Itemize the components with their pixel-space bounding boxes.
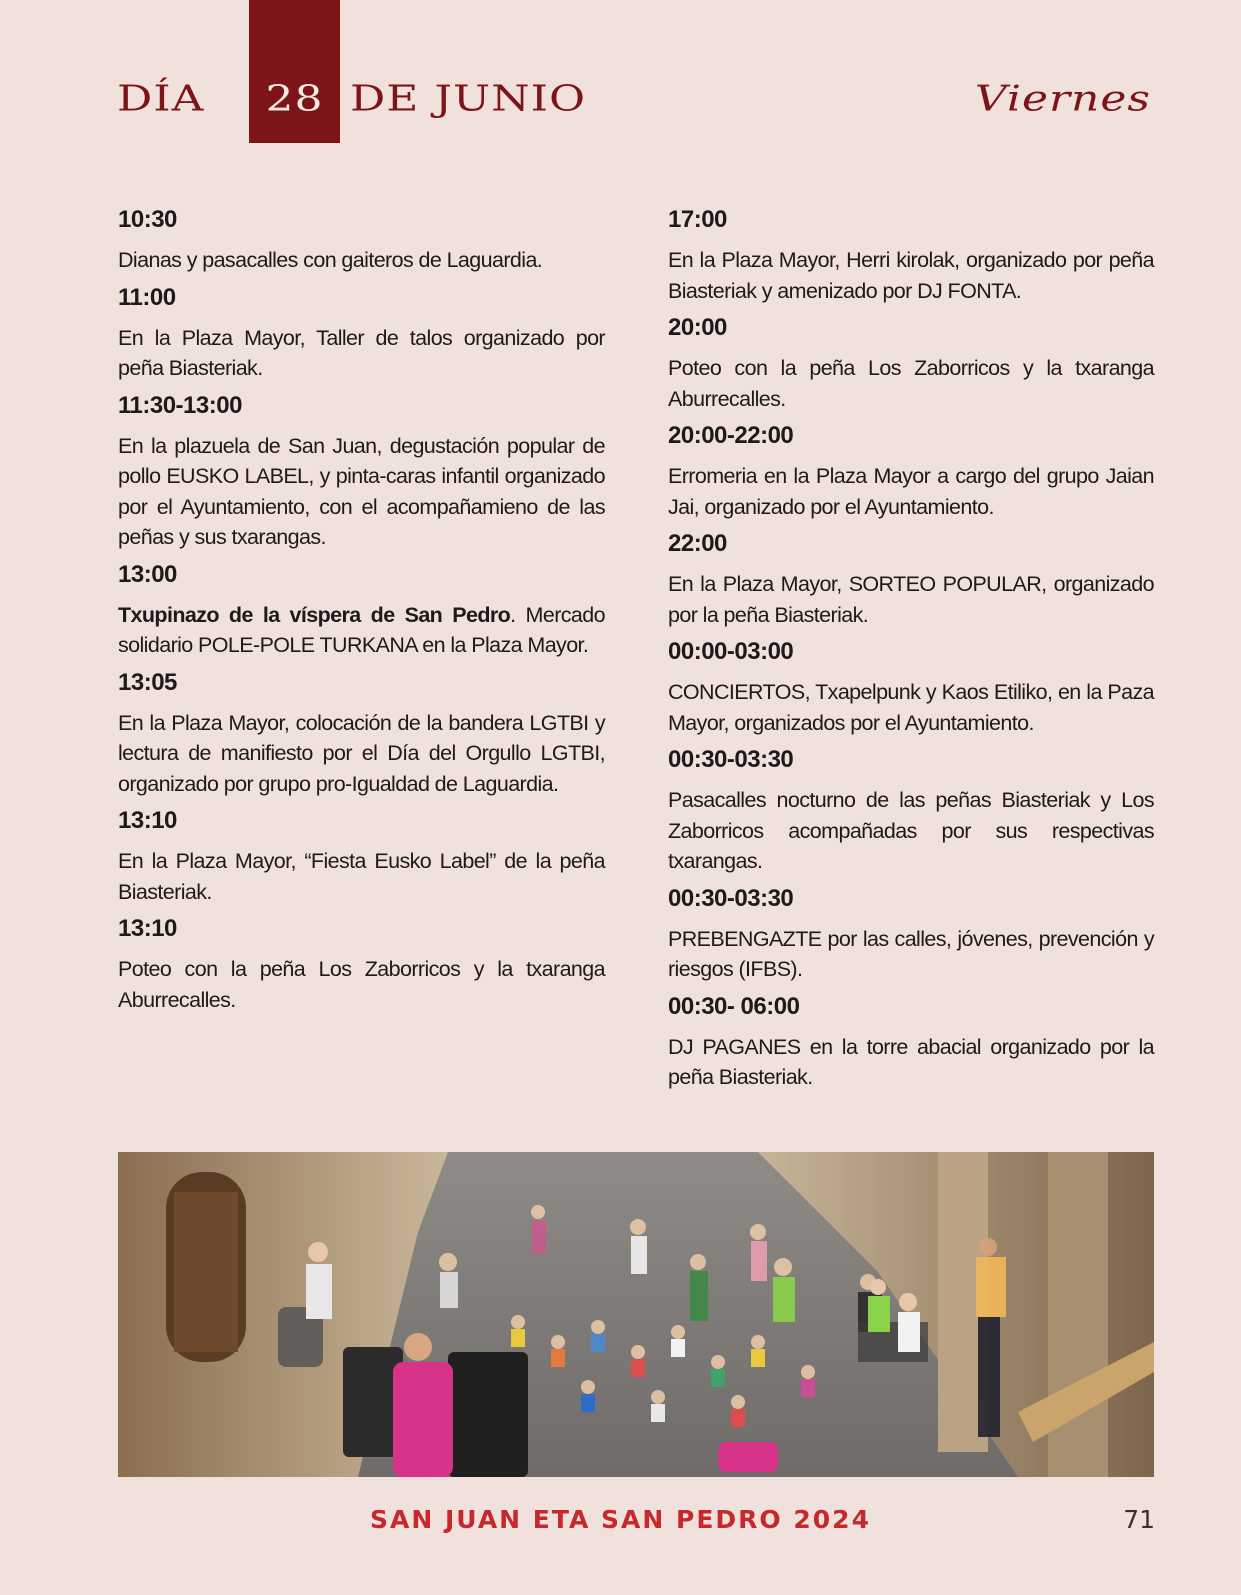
schedule-item bbox=[668, 637, 1154, 738]
header-weekday: Viernes bbox=[974, 78, 1151, 120]
schedule-item bbox=[668, 992, 1154, 1093]
event-description: DJ PAGANES en la torre abacial organizado por la peña Biasteriak. bbox=[668, 1034, 1154, 1089]
schedule-right-column bbox=[668, 205, 1154, 1100]
event-time: 20:00 bbox=[668, 314, 727, 341]
photo-illustration bbox=[118, 1152, 1154, 1477]
event-time: 17:00 bbox=[668, 206, 727, 233]
event-time: 00:30-03:30 bbox=[668, 746, 794, 773]
schedule-item bbox=[668, 313, 1154, 414]
schedule-item bbox=[668, 421, 1154, 522]
event-description: PREBENGAZTE por las calles, jóvenes, prevención y riesgos (IFBS). bbox=[668, 926, 1154, 981]
event-time: 13:05 bbox=[118, 668, 177, 696]
event-description: En la Plaza Mayor, “Fiesta Eusko Label” de la peña Biasteriak. bbox=[118, 849, 605, 904]
event-description: CONCIERTOS, Txapelpunk y Kaos Etiliko, en la Paza Mayor, organizados por el Ayuntamiento. bbox=[668, 680, 1154, 735]
event-time: 00:30- 06:00 bbox=[668, 992, 800, 1020]
event-description: Erromeria en la Plaza Mayor a cargo del grupo Jaian Jai, organizado por el Ayuntamiento. bbox=[668, 464, 1154, 519]
schedule-item bbox=[668, 529, 1154, 630]
schedule-item bbox=[668, 205, 1154, 306]
schedule-item bbox=[118, 391, 605, 553]
event-description bbox=[118, 600, 605, 661]
schedule-item bbox=[668, 745, 1154, 877]
header-day-number: 28 bbox=[265, 78, 324, 120]
schedule-item bbox=[118, 806, 605, 907]
schedule-item bbox=[118, 914, 605, 1015]
page-number: 71 bbox=[1123, 1505, 1155, 1534]
event-time: 13:10 bbox=[118, 807, 177, 834]
event-time: 00:30-03:30 bbox=[668, 884, 794, 912]
schedule-left-column bbox=[118, 205, 605, 1022]
schedule-item bbox=[118, 668, 605, 800]
event-time: 11:00 bbox=[118, 283, 176, 311]
schedule-item bbox=[668, 884, 1154, 985]
schedule-item bbox=[118, 283, 605, 384]
page-header bbox=[0, 0, 1241, 145]
event-time: 11:30-13:00 bbox=[118, 391, 242, 419]
event-description: En la Plaza Mayor, SORTEO POPULAR, organizado por la peña Biasteriak. bbox=[668, 572, 1154, 627]
event-description: En la Plaza Mayor, colocación de la bandera LGTBI y lectura de manifiesto por el Día del Orgullo LGTBI, organizado por grupo pro-Igualdad de Laguardia. bbox=[118, 710, 605, 796]
event-time: 13:00 bbox=[118, 560, 177, 588]
event-time: 00:00-03:00 bbox=[668, 638, 794, 665]
event-description: Pasacalles nocturno de las peñas Biasteriak y Los Zaborricos acompañadas por sus respectivas txarangas. bbox=[668, 788, 1154, 873]
event-time: 22:00 bbox=[668, 530, 727, 557]
event-highlight: Txupinazo de la víspera de San Pedro bbox=[118, 602, 511, 627]
header-month: DE JUNIO bbox=[350, 78, 587, 120]
event-time: 10:30 bbox=[118, 206, 177, 233]
street-crowd-photo bbox=[118, 1152, 1154, 1477]
event-description-rest: . Mercado solidario POLE-POLE TURKANA en la Plaza Mayor. bbox=[118, 602, 605, 657]
schedule-item bbox=[118, 560, 605, 661]
footer-title: SAN JUAN ETA SAN PEDRO 2024 bbox=[370, 1505, 871, 1534]
event-description: Poteo con la peña Los Zaborricos y la txaranga Aburrecalles. bbox=[118, 957, 605, 1012]
event-time: 13:10 bbox=[118, 915, 177, 942]
header-dia: DÍA bbox=[117, 78, 205, 120]
event-description: En la Plaza Mayor, Taller de talos organizado por peña Biasteriak. bbox=[118, 325, 605, 380]
schedule-item bbox=[118, 205, 605, 276]
event-description: En la plazuela de San Juan, degustación popular de pollo EUSKO LABEL, y pinta-caras infantil organizado por el Ayuntamiento, con el acompañamieno de las peñas y sus txarangas. bbox=[118, 433, 605, 549]
event-description: Poteo con la peña Los Zaborricos y la txaranga Aburrecalles. bbox=[668, 356, 1154, 411]
event-description: Dianas y pasacalles con gaiteros de Laguardia. bbox=[118, 248, 543, 272]
day-number-tab bbox=[249, 0, 340, 143]
event-time: 20:00-22:00 bbox=[668, 422, 794, 449]
event-description: En la Plaza Mayor, Herri kirolak, organizado por peña Biasteriak y amenizado por DJ FONTA. bbox=[668, 248, 1154, 303]
